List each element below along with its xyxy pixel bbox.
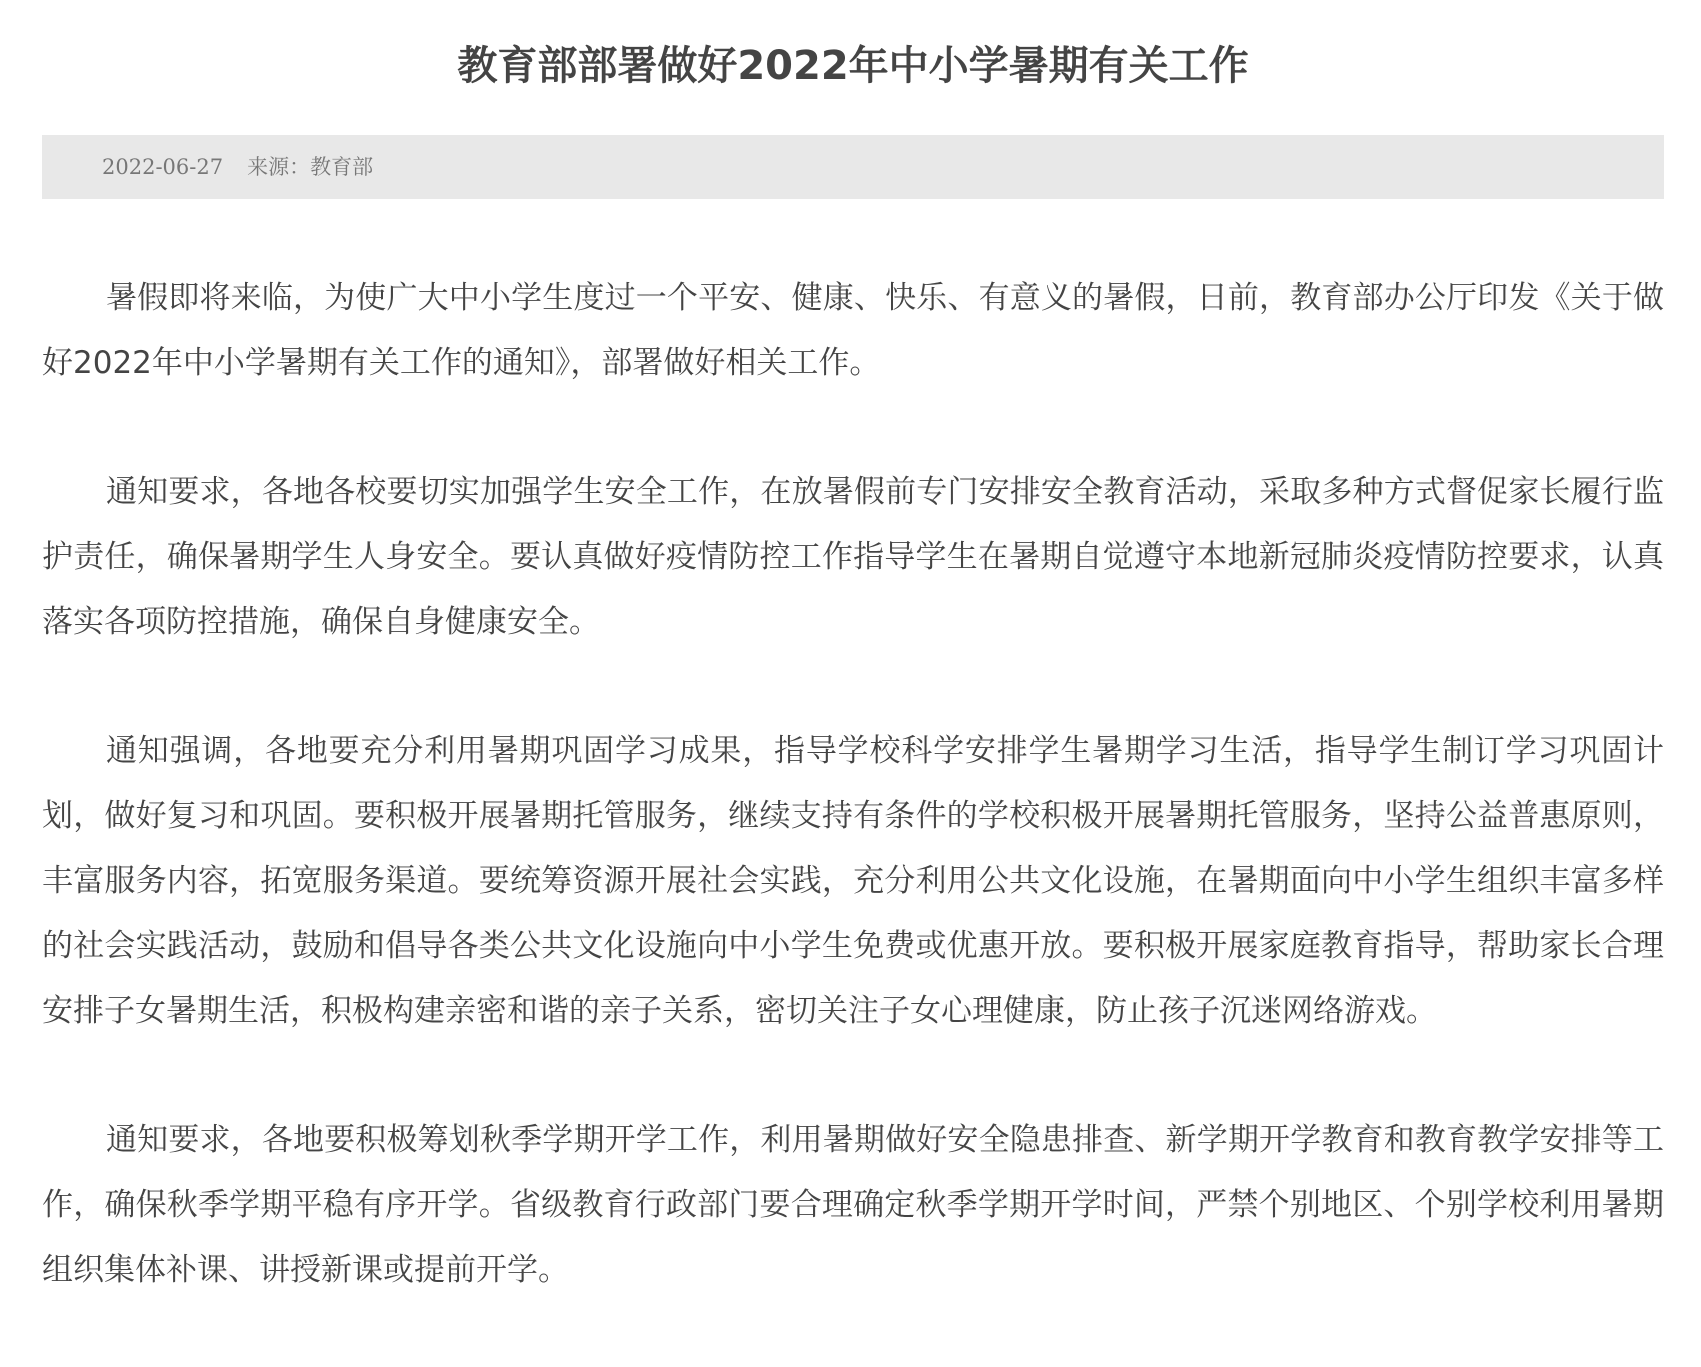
article-paragraph-1: 暑假即将来临，为使广大中小学生度过一个平安、健康、快乐、有意义的暑假，日前，教育部办公厅印发《关于做好2022年中小学暑期有关工作的通知》，部署做好相关工作。 [42, 280, 1664, 381]
article-body [42, 266, 1664, 1367]
article-meta [42, 135, 1664, 199]
article-paragraph-3: 通知强调，各地要充分利用暑期巩固学习成果，指导学校科学安排学生暑期学习生活，指导学生制订学习巩固计划，做好复习和巩固。要积极开展暑期托管服务，继续支持有条件的学校积极开展暑期托管服务，坚持公益普惠原则，丰富服务内容，拓宽服务渠道。要统筹资源开展社会实践，充分利用公共文化设施，在暑期面向中小学生组织丰富多样的社会实践活动，鼓励和倡导各类公共文化设施向中小学生免费或优惠开放。要积极开展家庭教育指导，帮助家长合理安排子女暑期生活，积极构建亲密和谐的亲子关系，密切关注子女心理健康，防止孩子沉迷网络游戏。 [42, 733, 1664, 1029]
article-paragraph-2: 通知要求，各地各校要切实加强学生安全工作，在放暑假前专门安排安全教育活动，采取多种方式督促家长履行监护责任，确保暑期学生人身安全。要认真做好疫情防控工作指导学生在暑期自觉遵守本地新冠肺炎疫情防控要求，认真落实各项防控措施，确保自身健康安全。 [42, 474, 1664, 640]
article-title: 教育部部署做好2022年中小学暑期有关工作 [457, 43, 1249, 89]
article-paragraph-4: 通知要求，各地要积极筹划秋季学期开学工作，利用暑期做好安全隐患排查、新学期开学教育和教育教学安排等工作，确保秋季学期平稳有序开学。省级教育行政部门要合理确定秋季学期开学时间，严禁个别地区、个别学校利用暑期组织集体补课、讲授新课或提前开学。 [42, 1122, 1664, 1288]
article-source: 来源：教育部 [247, 155, 374, 179]
article-meta-bar [42, 135, 1664, 199]
publish-date: 2022-06-27 [102, 155, 224, 179]
article [42, 0, 1664, 1288]
